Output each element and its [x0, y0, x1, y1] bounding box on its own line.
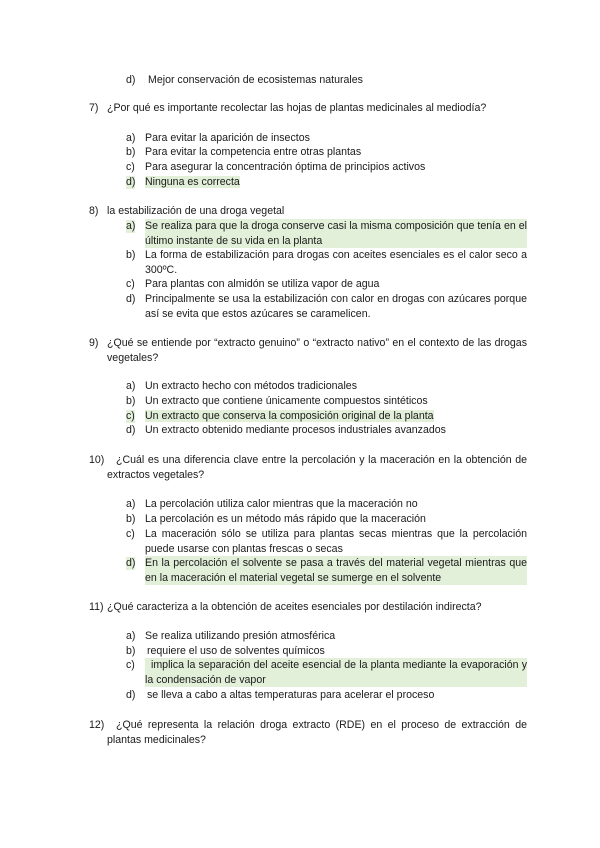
option-text: La percolación utiliza calor mientras que la maceración no — [145, 498, 418, 510]
option-correct — [145, 409, 527, 424]
option-text-correct: implica la separación del aceite esencial de la planta mediante la evaporación y la condensación de vapor — [145, 659, 527, 686]
option-letter-correct: c) — [126, 410, 135, 422]
option-letter: d) — [126, 293, 136, 305]
question-number: 8) — [89, 205, 99, 217]
option-letter: b) — [126, 513, 136, 525]
option-text: Mejor conservación de ecosistemas naturales — [148, 74, 363, 86]
option-letter-correct: a) — [126, 220, 136, 232]
option-letter: b) — [126, 645, 136, 657]
option-letter: d) — [126, 689, 136, 701]
question-text: ¿Qué caracteriza a la obtención de aceites esenciales por destilación indirecta? — [107, 601, 482, 613]
option-text: Para asegurar la concentración óptima de principios activos — [145, 161, 426, 173]
question-text: ¿Qué representa la relación droga extracto (RDE) en el proceso de extracción de plantas medicinales? — [107, 719, 527, 746]
option-text: se lleva a cabo a altas temperaturas para acelerar el proceso — [147, 689, 435, 701]
option-text: La maceración sólo se utiliza para plantas secas mientras que la percolación puede usarse con plantas frescas o secas — [145, 528, 527, 555]
option-letter-correct: d) — [126, 557, 136, 569]
option-text: Ninguna es correcta — [145, 176, 240, 188]
option-text-correct: Se realiza para que la droga conserve casi la misma composición que tenía en el último instante de su vida en la planta — [145, 220, 527, 247]
question-number: 12) — [89, 719, 105, 731]
option-correct — [145, 175, 527, 190]
option-letter: a) — [126, 132, 136, 144]
question-text: ¿Por qué es importante recolectar las hojas de plantas medicinales al mediodía? — [107, 102, 487, 114]
option-letter: a) — [126, 498, 136, 510]
question-number: 7) — [89, 102, 99, 114]
option-text: Para plantas con almidón se utiliza vapor de agua — [145, 278, 380, 290]
option-letter: b) — [126, 395, 136, 407]
option-letter: a) — [126, 380, 136, 392]
option-text-correct: En la percolación el solvente se pasa a través del material vegetal mientras que en la maceración el material vegetal se sumerge en el solvente — [145, 557, 527, 584]
option-letter: a) — [126, 630, 136, 642]
question-text: ¿Cuál es una diferencia clave entre la percolación y la maceración en la obtención de extractos vegetales? — [107, 454, 527, 481]
option-text: Un extracto hecho con métodos tradicionales — [145, 380, 357, 392]
option-text: Principalmente se usa la estabilización con calor en drogas con azúcares porque así se evita que estos azúcares se caramelicen. — [145, 293, 527, 320]
question-number: 10) — [89, 454, 105, 466]
option-letter: c) — [126, 659, 135, 671]
option-text: requiere el uso de solventes químicos — [147, 645, 325, 657]
option-letter: c) — [126, 528, 135, 540]
option-text: La forma de estabilización para drogas con aceites esenciales es el calor seco a 300ºC. — [145, 249, 527, 276]
question-number: 11) — [89, 601, 104, 613]
question-text: la estabilización de una droga vegetal — [107, 205, 285, 217]
option-letter: b) — [126, 146, 136, 158]
option-letter: c) — [126, 161, 135, 173]
option-letter: d) — [126, 424, 136, 436]
option-letter: b) — [126, 249, 136, 261]
option-text: Un extracto que contiene únicamente compuestos sintéticos — [145, 395, 428, 407]
option-text: La percolación es un método más rápido que la maceración — [145, 513, 426, 525]
option-letter: c) — [126, 278, 135, 290]
question-number: 9) — [89, 337, 99, 349]
option-text: Para evitar la aparición de insectos — [145, 132, 310, 144]
option-text: Un extracto obtenido mediante procesos industriales avanzados — [145, 424, 446, 436]
option-letter: d) — [126, 74, 136, 86]
option-letter-correct: d) — [126, 176, 136, 188]
question-text: ¿Qué se entiende por “extracto genuino” o “extracto nativo” en el contexto de las drogas vegetales? — [107, 337, 527, 364]
option-text: Un extracto que conserva la composición original de la planta — [145, 410, 434, 422]
option-text: Se realiza utilizando presión atmosférica — [145, 630, 336, 642]
option-text: Para evitar la competencia entre otras plantas — [145, 146, 362, 158]
